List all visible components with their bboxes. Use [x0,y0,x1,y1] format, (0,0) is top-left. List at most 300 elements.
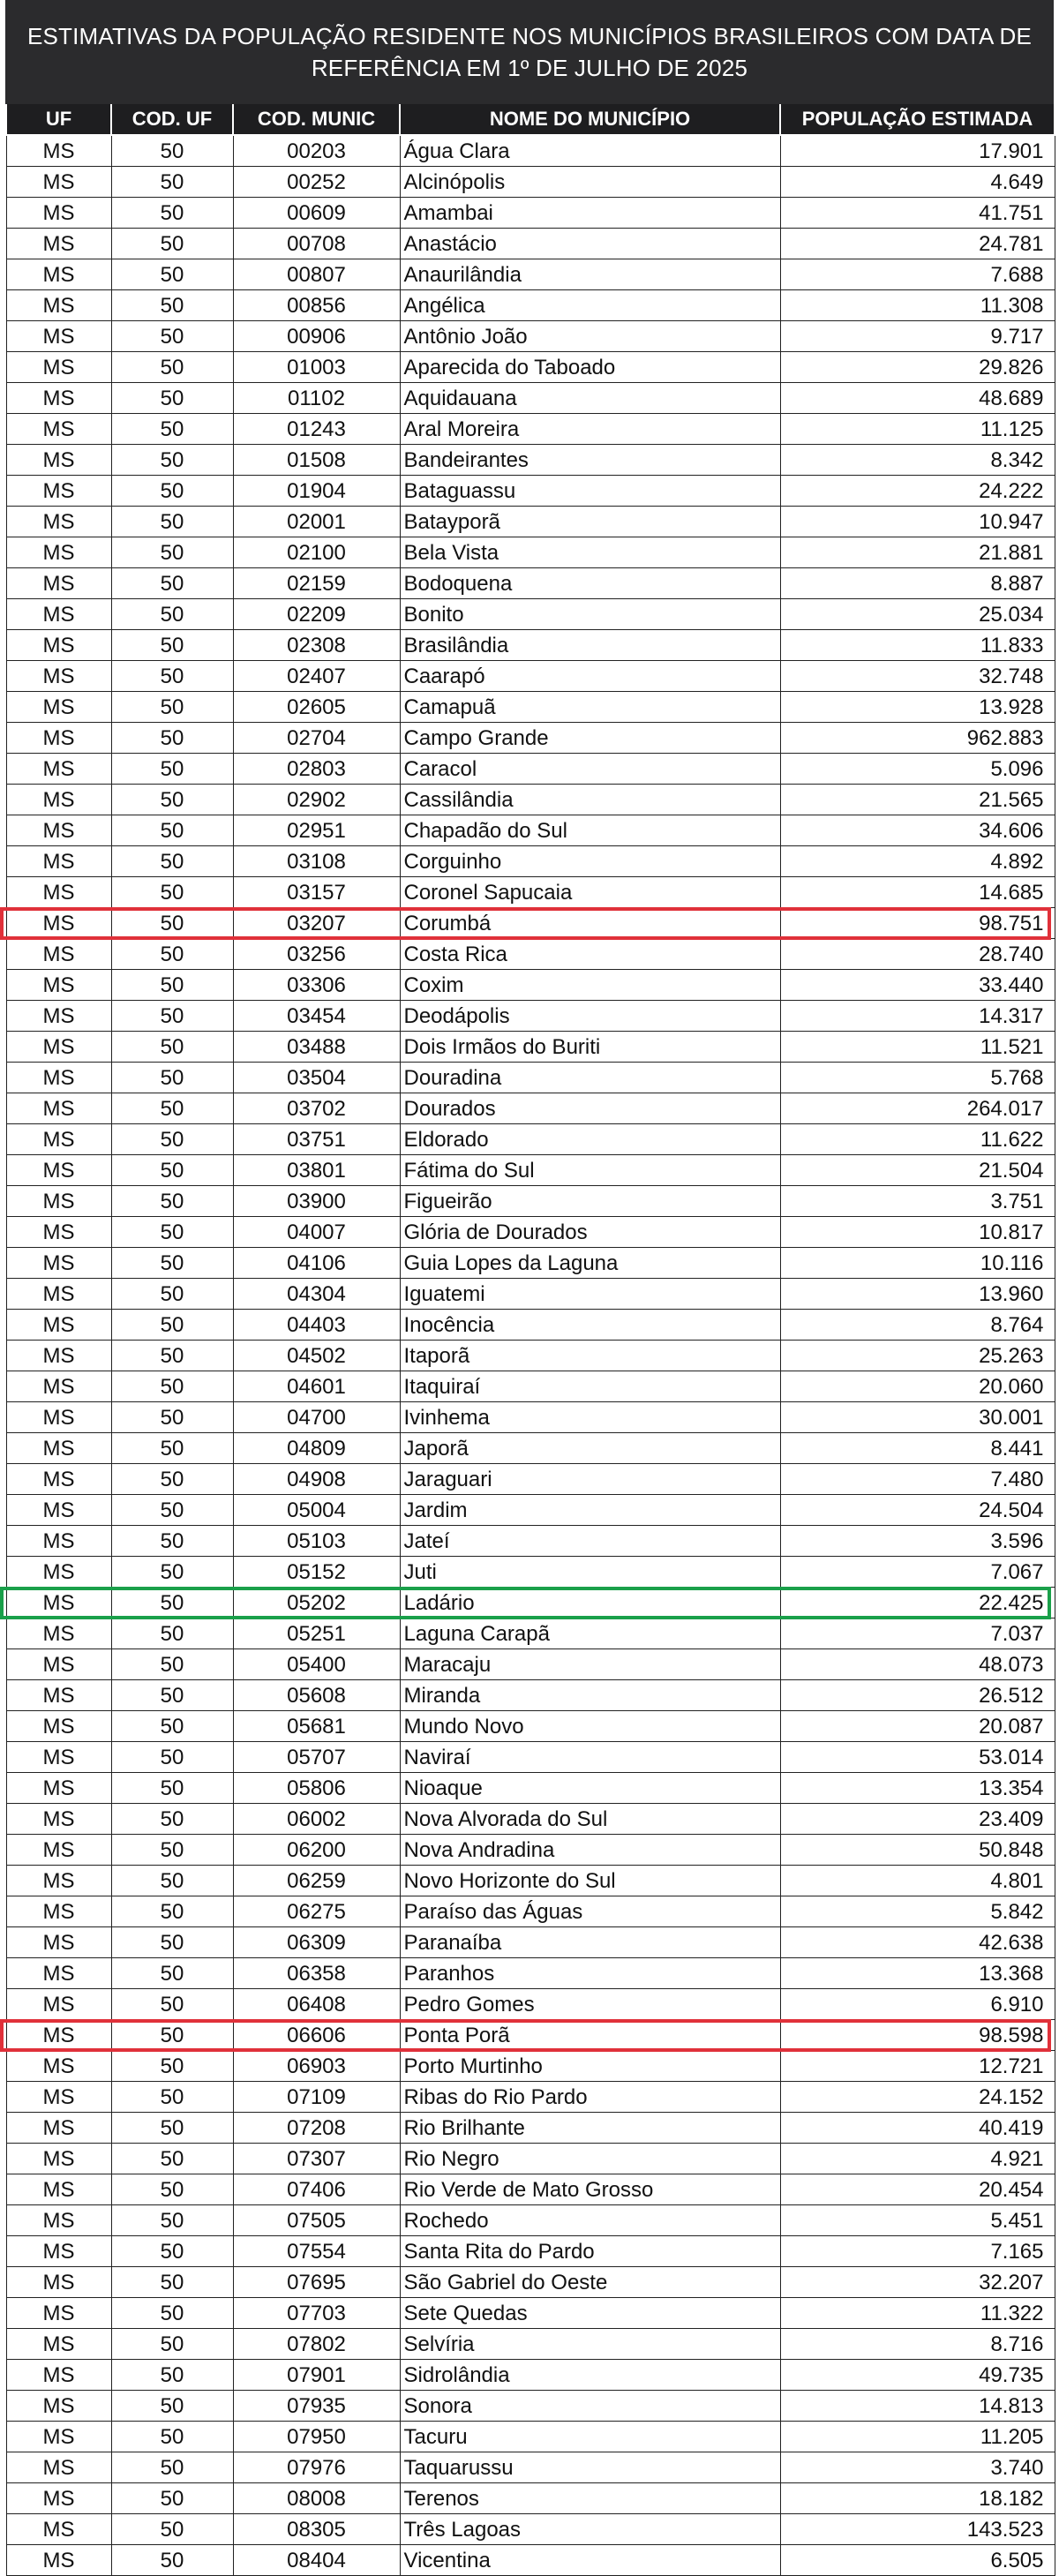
cell-estimated-population: 10.947 [780,507,1055,537]
table-row [6,1680,1055,1711]
cell-estimated-population: 13.928 [780,692,1055,723]
cell-cod-uf: 50 [111,939,233,970]
cell-uf: MS [6,1186,111,1217]
cell-cod-munic: 03504 [233,1063,400,1093]
cell-municipality-name: Aral Moreira [400,414,780,445]
cell-cod-uf: 50 [111,198,233,229]
cell-municipality-name: São Gabriel do Oeste [400,2267,780,2298]
cell-estimated-population: 3.596 [780,1526,1055,1557]
cell-cod-munic: 04007 [233,1217,400,1248]
cell-cod-munic: 02100 [233,537,400,568]
cell-uf: MS [6,2422,111,2452]
table-row [6,1186,1055,1217]
cell-estimated-population: 4.801 [780,1866,1055,1896]
cell-cod-uf: 50 [111,2020,233,2051]
cell-uf: MS [6,1866,111,1896]
cell-cod-uf: 50 [111,1371,233,1402]
table-row [6,1618,1055,1649]
cell-cod-munic: 02605 [233,692,400,723]
cell-cod-munic: 03157 [233,877,400,908]
cell-cod-munic: 06309 [233,1927,400,1958]
table-row [6,1464,1055,1495]
cell-estimated-population: 14.685 [780,877,1055,908]
cell-uf: MS [6,1958,111,1989]
cell-municipality-name: Paranhos [400,1958,780,1989]
cell-estimated-population: 4.892 [780,846,1055,877]
cell-estimated-population: 11.205 [780,2422,1055,2452]
cell-cod-uf: 50 [111,1464,233,1495]
cell-municipality-name: Laguna Carapã [400,1618,780,1649]
cell-estimated-population: 5.451 [780,2205,1055,2236]
cell-municipality-name: Japorã [400,1433,780,1464]
table-row [6,1526,1055,1557]
cell-cod-uf: 50 [111,135,233,167]
cell-municipality-name: Deodápolis [400,1001,780,1032]
cell-cod-munic: 06259 [233,1866,400,1896]
cell-cod-uf: 50 [111,2422,233,2452]
cell-estimated-population: 13.960 [780,1279,1055,1310]
cell-municipality-name: Douradina [400,1063,780,1093]
cell-cod-uf: 50 [111,908,233,939]
cell-cod-uf: 50 [111,1063,233,1093]
cell-estimated-population: 98.751 [780,908,1055,939]
cell-municipality-name: Porto Murtinho [400,2051,780,2082]
cell-municipality-name: Corumbá [400,908,780,939]
cell-cod-munic: 00609 [233,198,400,229]
cell-uf: MS [6,1588,111,1618]
cell-municipality-name: Antônio João [400,321,780,352]
cell-estimated-population: 53.014 [780,1742,1055,1773]
cell-cod-munic: 02209 [233,599,400,630]
cell-cod-munic: 00807 [233,259,400,290]
cell-municipality-name: Taquarussu [400,2452,780,2483]
table-row [6,1402,1055,1433]
table-row [6,1804,1055,1835]
cell-municipality-name: Rio Negro [400,2144,780,2174]
cell-municipality-name: Paraíso das Águas [400,1896,780,1927]
cell-cod-munic: 07935 [233,2391,400,2422]
cell-municipality-name: Paranaíba [400,1927,780,1958]
cell-municipality-name: Ivinhema [400,1402,780,1433]
cell-estimated-population: 5.842 [780,1896,1055,1927]
cell-uf: MS [6,1526,111,1557]
table-row [6,2545,1055,2576]
cell-cod-uf: 50 [111,1341,233,1371]
table-row [6,167,1055,198]
cell-estimated-population: 18.182 [780,2483,1055,2514]
cell-estimated-population: 25.263 [780,1341,1055,1371]
cell-cod-uf: 50 [111,1835,233,1866]
cell-uf: MS [6,2113,111,2144]
cell-uf: MS [6,661,111,692]
cell-uf: MS [6,692,111,723]
cell-uf: MS [6,1093,111,1124]
table-row [6,2144,1055,2174]
cell-cod-uf: 50 [111,2360,233,2391]
cell-cod-uf: 50 [111,846,233,877]
table-row [6,537,1055,568]
cell-cod-uf: 50 [111,1526,233,1557]
cell-municipality-name: Rio Verde de Mato Grosso [400,2174,780,2205]
cell-uf: MS [6,321,111,352]
cell-cod-uf: 50 [111,661,233,692]
cell-estimated-population: 8.342 [780,445,1055,476]
cell-cod-uf: 50 [111,2236,233,2267]
cell-estimated-population: 40.419 [780,2113,1055,2144]
cell-cod-uf: 50 [111,1279,233,1310]
table-row [6,2298,1055,2329]
cell-cod-uf: 50 [111,785,233,815]
table-row [6,2174,1055,2205]
cell-uf: MS [6,1649,111,1680]
cell-estimated-population: 29.826 [780,352,1055,383]
table-row [6,1711,1055,1742]
cell-estimated-population: 48.073 [780,1649,1055,1680]
cell-cod-munic: 00252 [233,167,400,198]
table-row [6,1093,1055,1124]
cell-municipality-name: Naviraí [400,1742,780,1773]
cell-municipality-name: Bataguassu [400,476,780,507]
cell-cod-uf: 50 [111,1927,233,1958]
table-row [6,507,1055,537]
cell-estimated-population: 11.125 [780,414,1055,445]
cell-municipality-name: Vicentina [400,2545,780,2576]
cell-uf: MS [6,2020,111,2051]
cell-municipality-name: Maracaju [400,1649,780,1680]
cell-cod-uf: 50 [111,259,233,290]
table-body [6,135,1055,2576]
population-table-sheet [5,0,1054,2576]
cell-uf: MS [6,2329,111,2360]
cell-uf: MS [6,445,111,476]
cell-estimated-population: 10.116 [780,1248,1055,1279]
cell-estimated-population: 7.688 [780,259,1055,290]
cell-uf: MS [6,1279,111,1310]
cell-cod-uf: 50 [111,723,233,754]
cell-cod-munic: 05681 [233,1711,400,1742]
cell-uf: MS [6,1063,111,1093]
cell-cod-munic: 03256 [233,939,400,970]
cell-estimated-population: 11.521 [780,1032,1055,1063]
cell-cod-munic: 07307 [233,2144,400,2174]
cell-cod-munic: 03207 [233,908,400,939]
cell-estimated-population: 33.440 [780,970,1055,1001]
cell-uf: MS [6,630,111,661]
cell-estimated-population: 5.096 [780,754,1055,785]
table-row [6,723,1055,754]
cell-estimated-population: 34.606 [780,815,1055,846]
cell-cod-uf: 50 [111,1032,233,1063]
cell-uf: MS [6,1032,111,1063]
table-row [6,630,1055,661]
cell-municipality-name: Angélica [400,290,780,321]
cell-cod-munic: 07505 [233,2205,400,2236]
cell-estimated-population: 8.716 [780,2329,1055,2360]
cell-cod-munic: 02951 [233,815,400,846]
cell-cod-uf: 50 [111,970,233,1001]
table-row [6,2452,1055,2483]
cell-cod-munic: 04908 [233,1464,400,1495]
table-row [6,2483,1055,2514]
cell-cod-munic: 03751 [233,1124,400,1155]
cell-cod-munic: 00856 [233,290,400,321]
cell-municipality-name: Aquidauana [400,383,780,414]
cell-municipality-name: Dois Irmãos do Buriti [400,1032,780,1063]
cell-cod-munic: 04502 [233,1341,400,1371]
cell-cod-munic: 01904 [233,476,400,507]
cell-municipality-name: Juti [400,1557,780,1588]
table-row [6,2020,1055,2051]
table-row [6,2205,1055,2236]
cell-estimated-population: 11.308 [780,290,1055,321]
cell-cod-munic: 08008 [233,2483,400,2514]
cell-cod-uf: 50 [111,1742,233,1773]
table-row [6,908,1055,939]
cell-estimated-population: 6.505 [780,2545,1055,2576]
cell-estimated-population: 21.565 [780,785,1055,815]
table-row [6,815,1055,846]
cell-cod-munic: 06903 [233,2051,400,2082]
cell-uf: MS [6,1804,111,1835]
table-row [6,1248,1055,1279]
cell-cod-munic: 05400 [233,1649,400,1680]
table-row [6,135,1055,167]
cell-cod-uf: 50 [111,1711,233,1742]
cell-uf: MS [6,599,111,630]
table-row [6,2360,1055,2391]
cell-cod-uf: 50 [111,229,233,259]
cell-cod-uf: 50 [111,1649,233,1680]
cell-cod-munic: 05608 [233,1680,400,1711]
cell-municipality-name: Corguinho [400,846,780,877]
cell-cod-uf: 50 [111,815,233,846]
cell-estimated-population: 8.887 [780,568,1055,599]
cell-estimated-population: 98.598 [780,2020,1055,2051]
cell-cod-munic: 07802 [233,2329,400,2360]
cell-municipality-name: Sidrolândia [400,2360,780,2391]
cell-cod-uf: 50 [111,1680,233,1711]
cell-cod-uf: 50 [111,1310,233,1341]
cell-estimated-population: 28.740 [780,939,1055,970]
cell-uf: MS [6,1557,111,1588]
cell-cod-uf: 50 [111,2545,233,2576]
cell-uf: MS [6,2205,111,2236]
cell-municipality-name: Caracol [400,754,780,785]
cell-estimated-population: 24.152 [780,2082,1055,2113]
cell-uf: MS [6,259,111,290]
cell-uf: MS [6,352,111,383]
cell-estimated-population: 6.910 [780,1989,1055,2020]
table-row [6,568,1055,599]
table-row [6,414,1055,445]
cell-uf: MS [6,1341,111,1371]
cell-cod-uf: 50 [111,1155,233,1186]
cell-municipality-name: Ponta Porã [400,2020,780,2051]
table-row [6,1588,1055,1618]
cell-cod-munic: 02704 [233,723,400,754]
table-row [6,2236,1055,2267]
cell-estimated-population: 13.368 [780,1958,1055,1989]
cell-cod-munic: 07950 [233,2422,400,2452]
cell-municipality-name: Camapuã [400,692,780,723]
cell-cod-munic: 07208 [233,2113,400,2144]
cell-estimated-population: 3.751 [780,1186,1055,1217]
cell-cod-munic: 01508 [233,445,400,476]
cell-estimated-population: 14.317 [780,1001,1055,1032]
cell-uf: MS [6,1896,111,1927]
table-row [6,1742,1055,1773]
cell-municipality-name: Anaurilândia [400,259,780,290]
table-row [6,1649,1055,1680]
cell-cod-uf: 50 [111,1773,233,1804]
cell-municipality-name: Água Clara [400,135,780,167]
table-row [6,1835,1055,1866]
table-row [6,692,1055,723]
cell-cod-munic: 04601 [233,1371,400,1402]
cell-estimated-population: 41.751 [780,198,1055,229]
cell-cod-uf: 50 [111,2051,233,2082]
cell-cod-munic: 06358 [233,1958,400,1989]
table-row [6,877,1055,908]
cell-cod-munic: 07976 [233,2452,400,2483]
cell-municipality-name: Alcinópolis [400,167,780,198]
cell-municipality-name: Santa Rita do Pardo [400,2236,780,2267]
cell-estimated-population: 8.764 [780,1310,1055,1341]
cell-cod-munic: 07109 [233,2082,400,2113]
cell-uf: MS [6,1155,111,1186]
cell-estimated-population: 23.409 [780,1804,1055,1835]
cell-municipality-name: Bela Vista [400,537,780,568]
cell-uf: MS [6,846,111,877]
table-row [6,352,1055,383]
cell-cod-munic: 02902 [233,785,400,815]
cell-cod-munic: 02803 [233,754,400,785]
table-row [6,1557,1055,1588]
cell-cod-uf: 50 [111,167,233,198]
cell-cod-uf: 50 [111,754,233,785]
cell-cod-munic: 03801 [233,1155,400,1186]
cell-cod-uf: 50 [111,2452,233,2483]
cell-municipality-name: Dourados [400,1093,780,1124]
cell-cod-uf: 50 [111,1989,233,2020]
table-row [6,1341,1055,1371]
cell-cod-uf: 50 [111,290,233,321]
table-row [6,1063,1055,1093]
cell-cod-munic: 04304 [233,1279,400,1310]
cell-cod-uf: 50 [111,537,233,568]
cell-uf: MS [6,1433,111,1464]
cell-municipality-name: Brasilândia [400,630,780,661]
cell-uf: MS [6,939,111,970]
cell-uf: MS [6,785,111,815]
cell-cod-munic: 07901 [233,2360,400,2391]
cell-uf: MS [6,1835,111,1866]
cell-cod-uf: 50 [111,476,233,507]
table-row [6,1217,1055,1248]
cell-cod-uf: 50 [111,2298,233,2329]
cell-uf: MS [6,1124,111,1155]
table-row [6,661,1055,692]
cell-municipality-name: Coronel Sapucaia [400,877,780,908]
cell-cod-munic: 05251 [233,1618,400,1649]
table-row [6,2422,1055,2452]
table-row [6,785,1055,815]
cell-cod-uf: 50 [111,2144,233,2174]
cell-cod-munic: 05202 [233,1588,400,1618]
table-row [6,1032,1055,1063]
cell-municipality-name: Nioaque [400,1773,780,1804]
table-row [6,383,1055,414]
cell-municipality-name: Mundo Novo [400,1711,780,1742]
cell-uf: MS [6,1618,111,1649]
population-table [5,104,1055,2576]
cell-uf: MS [6,198,111,229]
cell-uf: MS [6,1310,111,1341]
table-row [6,259,1055,290]
cell-uf: MS [6,1742,111,1773]
cell-municipality-name: Amambai [400,198,780,229]
cell-cod-uf: 50 [111,445,233,476]
cell-uf: MS [6,2082,111,2113]
cell-municipality-name: Rochedo [400,2205,780,2236]
cell-estimated-population: 12.721 [780,2051,1055,2082]
cell-cod-uf: 50 [111,2514,233,2545]
table-row [6,476,1055,507]
cell-estimated-population: 17.901 [780,135,1055,167]
table-row [6,1927,1055,1958]
cell-cod-munic: 02407 [233,661,400,692]
cell-uf: MS [6,414,111,445]
title-line-2: REFERÊNCIA EM 1º DE JULHO DE 2025 [311,55,748,81]
cell-municipality-name: Miranda [400,1680,780,1711]
cell-estimated-population: 30.001 [780,1402,1055,1433]
cell-uf: MS [6,970,111,1001]
cell-cod-uf: 50 [111,1804,233,1835]
cell-cod-munic: 04403 [233,1310,400,1341]
cell-municipality-name: Nova Andradina [400,1835,780,1866]
cell-uf: MS [6,2452,111,2483]
cell-estimated-population: 7.037 [780,1618,1055,1649]
table-row [6,1958,1055,1989]
table-row [6,1310,1055,1341]
cell-uf: MS [6,507,111,537]
cell-cod-munic: 03108 [233,846,400,877]
cell-cod-uf: 50 [111,1866,233,1896]
cell-municipality-name: Anastácio [400,229,780,259]
cell-cod-uf: 50 [111,599,233,630]
cell-cod-munic: 04809 [233,1433,400,1464]
cell-municipality-name: Terenos [400,2483,780,2514]
table-row [6,2391,1055,2422]
cell-municipality-name: Guia Lopes da Laguna [400,1248,780,1279]
cell-uf: MS [6,383,111,414]
cell-estimated-population: 24.781 [780,229,1055,259]
cell-uf: MS [6,135,111,167]
table-row [6,321,1055,352]
cell-uf: MS [6,2267,111,2298]
cell-municipality-name: Bandeirantes [400,445,780,476]
cell-estimated-population: 7.165 [780,2236,1055,2267]
cell-cod-munic: 00708 [233,229,400,259]
table-row [6,1433,1055,1464]
cell-uf: MS [6,1989,111,2020]
cell-cod-uf: 50 [111,1217,233,1248]
cell-cod-uf: 50 [111,2174,233,2205]
cell-cod-uf: 50 [111,1124,233,1155]
cell-cod-uf: 50 [111,1958,233,1989]
cell-cod-uf: 50 [111,1495,233,1526]
table-row [6,2082,1055,2113]
